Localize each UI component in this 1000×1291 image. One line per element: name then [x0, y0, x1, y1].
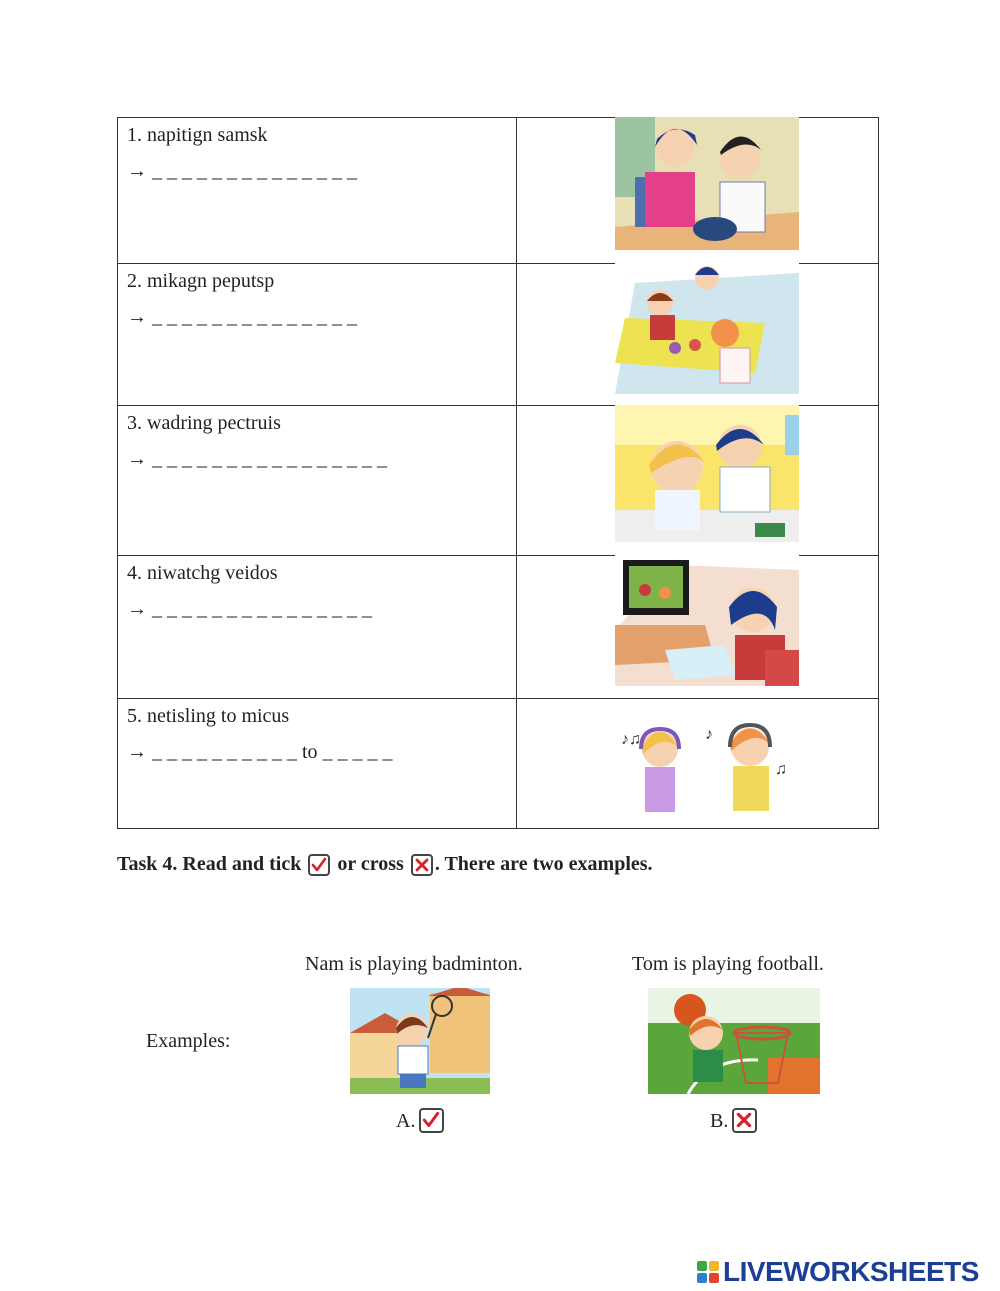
badminton-picture: [350, 988, 490, 1094]
scrambled-prompt: 3. wadring pectruis: [127, 412, 281, 434]
task-text-2: or cross: [332, 853, 409, 875]
task-text-3: . There are two examples.: [434, 853, 653, 875]
example-b-answer: [710, 1108, 759, 1133]
logo-text: LIVEWORKSHEETS: [723, 1256, 979, 1287]
cross-icon[interactable]: [732, 1108, 757, 1133]
prompt-cell: [118, 118, 517, 264]
answer-blank[interactable]: → _ _ _ _ _ _ _ _ _ _ to _ _ _ _ _: [127, 741, 393, 763]
cross-box-icon: [411, 854, 433, 876]
table-row: [118, 699, 879, 829]
example-a-label: A.: [396, 1110, 416, 1132]
scrambled-prompt: 4. niwatchg veidos: [127, 562, 278, 584]
table-row: [118, 406, 879, 556]
table-row: [118, 264, 879, 406]
tick-box-icon: [308, 854, 330, 876]
picture-cell: [517, 118, 879, 264]
football-picture: [648, 988, 820, 1094]
exercise-table: [117, 117, 879, 829]
table-row: [118, 118, 879, 264]
picture-cell: [517, 406, 879, 556]
prompt-cell: [118, 406, 517, 556]
liveworksheets-logo: [697, 1256, 979, 1288]
logo-mark-icon: [697, 1261, 719, 1283]
svg-text:♪: ♪: [705, 726, 713, 743]
answer-blank[interactable]: → _ _ _ _ _ _ _ _ _ _ _ _ _ _: [127, 160, 357, 182]
answer-blank[interactable]: → _ _ _ _ _ _ _ _ _ _ _ _ _ _ _: [127, 598, 372, 620]
children-painting-masks-picture: [615, 117, 799, 250]
answer-blank[interactable]: → _ _ _ _ _ _ _ _ _ _ _ _ _ _: [127, 306, 357, 328]
picture-cell: [517, 699, 879, 829]
example-b-caption: Tom is playing football.: [632, 953, 824, 975]
svg-text:♪♫: ♪♫: [621, 731, 641, 748]
example-a-answer: [396, 1108, 446, 1133]
children-drawing-pictures-picture: [615, 405, 799, 542]
examples-label: Examples:: [146, 1030, 231, 1052]
task-text-1: Task 4. Read and tick: [117, 853, 307, 875]
scrambled-prompt: 1. napitign samsk: [127, 124, 268, 146]
picture-cell: [517, 264, 879, 406]
children-listening-music-picture: [615, 699, 799, 817]
scrambled-prompt: 5. netisling to micus: [127, 705, 290, 727]
task-4-heading: [117, 853, 653, 876]
prompt-cell: [118, 264, 517, 406]
tick-icon[interactable]: [419, 1108, 444, 1133]
answer-blank[interactable]: → _ _ _ _ _ _ _ _ _ _ _ _ _ _ _ _: [127, 448, 387, 470]
picture-cell: [517, 556, 879, 699]
scrambled-prompt: 2. mikagn peputsp: [127, 270, 275, 292]
children-making-puppets-picture: [615, 263, 799, 394]
girl-watching-tv-picture: [615, 555, 799, 686]
example-a-caption: Nam is playing badminton.: [305, 953, 523, 975]
prompt-cell: [118, 699, 517, 829]
svg-text:♫: ♫: [775, 761, 787, 778]
table-row: [118, 556, 879, 699]
example-b-label: B.: [710, 1110, 729, 1132]
prompt-cell: [118, 556, 517, 699]
